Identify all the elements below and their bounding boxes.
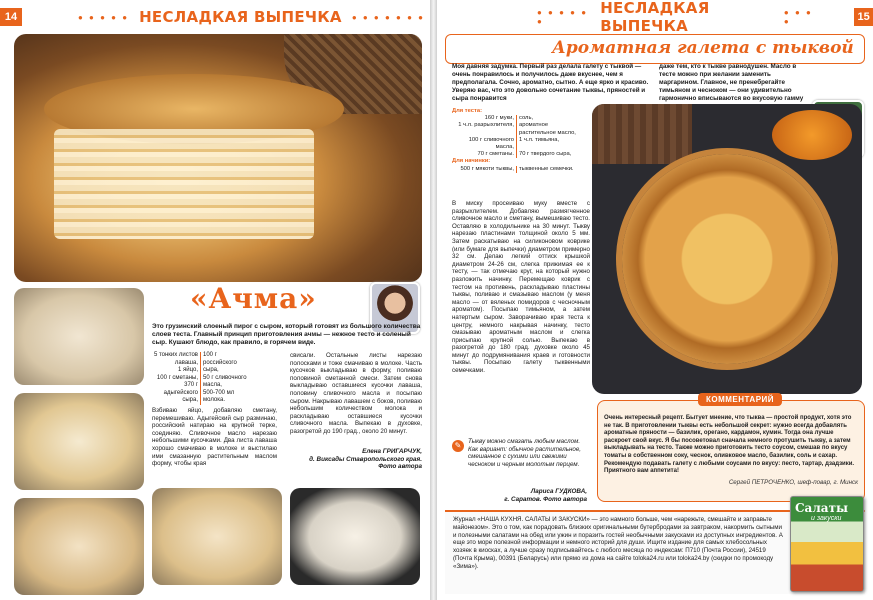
ingredient-row [452,115,587,122]
ingredient-item: 50 г сливочного масла, [203,374,247,388]
right-page [437,0,873,600]
author-name: Елена ГРИГАРЧУК, [362,448,422,455]
recipe-intro-continued: даже тем, кто к тыкве равнодушен. Масло в тесте можно при желании заменить маргарином. Главное, не пренебрегайте тимьяном и чесноком — они удивительно гармонично вписываются во вкусовую гамму [659,63,804,102]
promo-text: Журнал «НАША КУХНЯ. САЛАТЫ И ЗАКУСКИ» — это намного больше, чем «нарежьте, смешайте и заправьте майонезом». Это о том, как порадовать близких оригинальными бутербродами за завтраком, накормить сытными и полезными салатами на обед или ужин и поразить гостей необычными закусками из доступных ингредиентов. А еще это море полезной информации и немного историй для души. Ищите издание для самых хлебосольных хозяек в киосках, а лучше сразу подписывайтесь с любого месяца по индексам: П710 (Почта России), 24519 (Почта Крыма), 00391 (Беларусь) или прямо из дома на сайте toloka24.ru или toloka24.by (скидки по промокоду «Зима»). [453,516,783,570]
ingredient-item: ароматное растительное масло, [516,122,582,136]
section-title-right: НЕСЛАДКАЯ ВЫПЕЧКА [600,0,710,35]
magazine-promo [445,501,865,594]
achma-hero-photo [14,34,422,282]
dough-ingredients [452,115,587,158]
chef-comment-box [597,395,865,502]
recipe-title-achma: «Ачма» [190,282,317,315]
tip-icon: ✎ [452,440,464,452]
ingredient-row [452,151,587,158]
page-number-right: 15 [854,8,873,26]
ingredient-row [452,137,587,151]
ingredient-item: 500-700 мл молока. [203,389,235,403]
comment-text: Очень интересный рецепт. Бытует мнение, что тыква — простой продукт, хотя это не так. В приготовлении тыквы есть небольшой секрет: нужно всегда добавлять ароматные пряности — базилик, орегано, кардамон, кумин. Тогда она лучше раскроет свой вкус. Я бы посоветовал сначала немного протушить тыкву, а затем выкладывать на тесто. Также можно приготовить тесто соусом, смешав по вкусу томаты в собственном соку, чеснок, оливковое масло, базилик, соль и сахар. Рекомендую подавать галету с любыми соусами по вкусу: песто, тартар, дзадзики. Приятного вам аппетита! [604,415,855,475]
recipe-method: В миску просеиваю муку вместе с разрыхлителем. Добавляю размягченное сливочное масло и сметану, вымешиваю тесто. Оставляю в холодильнике на 30 минут. Тыкву нарезаю пластинами толщиной около 5 мм. Затем раскатываю на силиконовом коврике (или бумаге для выпечки) диаметром примерно 32 см. Делаю легкий оттиск крышкой диаметром 24-26 см, слегка прижимая ее к тесту, — так отмечаю круг, на который нужно разложить начинку. Перемещаю коврик с тестом на противень, раскладываю пластины тыквы, поливаю и смазываю маслом (у меня масло — от вяленых помидоров с чесночным ароматом). Посыпаю тимьяном, а затем натертым сыром. Заворачиваю края теста к центру, немного накрывая начинку, тесто смазываю ароматным маслом и слегка присыпаю крупной солью. Выпекаю в разогретой до 180 град. духовке около 45 минут до подрумянивания краев и готовности тыквы. Посыпаю галету тыквенными семечками. [452,200,590,375]
ingredient-item: 1 яйцо, [178,367,198,373]
author-place: д. Виксады Ставропольского края. [309,455,422,463]
ingredient-item: 1 ч.л. тимьяна, [516,137,582,151]
tip-note [452,438,587,468]
ingredients-list [152,352,252,405]
ingredient-item: 100 г российского сыра, [203,352,237,373]
step-photo [152,488,282,585]
comment-signature: Сергей ПЕТРОЧЕНКО, шеф-повар, г. Минск [728,478,858,486]
ingredient-item: 70 г сметаны. [477,151,514,158]
filling-heading: Для начинки: [452,158,491,165]
ingredient-item: 5 тонких листов лаваша, [153,352,198,366]
ingredient-item: тыквенные семечки. [516,166,582,173]
step-photos [14,288,144,600]
recipe-signature [290,448,422,471]
tip-signature [452,488,587,503]
comment-label: КОММЕНТАРИЙ [698,393,782,406]
tip-text: Тыкву можно смазать любым маслом. Как вариант: обычное растительное, смешанное с сухими или свежими чесноком и черным молотым перцем. [468,438,581,468]
photo-credit: Фото автора [378,463,422,471]
page-number-left: 14 [0,8,22,26]
ingredients-column [200,352,248,405]
pie-layers-image [54,129,314,239]
recipe-method-part1: Взбиваю яйцо, добавляю сметану, перемешиваю. Адыгейский сыр разминаю, российский натираю на крупной терке, соединяю. Сливочное масло нарезаю небольшими кусочками. Два листа лаваша хорошо смачиваю в молоке и выстилаю ими смазанную растительным маслом форму, чтобы края [152,407,277,468]
magazine-title: Салаты [795,501,849,515]
recipe-intro: Это грузинский слоеный пирог с сыром, который готовят из большого количества слоев теста. Главный принцип приготовления ачмы — нежное тесто и соленый сыр. Кушают блюдо, как правило, в горячем виде. [152,323,421,346]
header-dots-icon: ● ● ● ● ● [78,12,130,22]
header-dots-icon: ● ● ● ● ● ● ● [351,12,425,22]
ingredient-item: соль, [516,115,582,122]
recipe-title-galeta: Ароматная галета с тыквой [552,38,854,58]
ingredient-item: 70 г твердого сыра, [516,151,582,158]
step-photo [290,488,420,585]
step-photo [14,288,144,385]
pumpkin-image [772,110,852,160]
section-title-left: НЕСЛАДКАЯ ВЫПЕЧКА [139,8,342,26]
magazine-cover-image [790,496,864,592]
ingredient-row [452,122,587,136]
tip-place: г. Саратов. Фото автора [504,495,587,503]
ingredient-item: 1 ч.л. разрыхлителя, [458,122,514,129]
step-photo [14,393,144,490]
ingredients-list [452,108,587,173]
magazine-subtitle: и закуски [811,515,842,522]
filling-ingredients [452,166,587,173]
board-image [592,104,692,164]
ingredient-row [452,166,587,173]
dough-heading: Для теста: [452,108,483,114]
right-header [537,0,873,35]
recipe-intro: Моя давняя задумка. Первый раз делала галету с тыквой — очень понравилось и получилось даже вкуснее, чем я предполагала. Сочно, ароматно, сытно. А еще ярко и красиво. Уверяю вас, что это довольно сочетание тыквы, пряностей и сыра понравится [452,63,649,102]
left-header [0,6,425,28]
left-page [0,0,430,600]
ingredient-item: 100 г сливочного масла, [468,136,514,151]
header-dots-icon: ● ● ● ● [783,8,813,26]
galeta-hero-photo [592,104,862,394]
galeta-image [622,154,832,364]
tip-author: Лариса ГУДКОВА, [530,488,587,495]
ingredient-item: 160 г муки, [484,115,514,122]
header-dots-icon: ● ● ● ● ● ● [537,8,589,26]
step-photo [14,498,144,595]
recipe-method-part2: свисали. Остальные листы нарезаю полосками и тоже смачиваю в молоке. Часть кусочков выкладываю в форму, поливаю половиной сметанной смеси. Затем снова выкладываю оставшиеся кусочки лаваша, половину сливочного масла и посыпаю сыром. Накрываю лавашем с боков, поливаю небольшим количеством молока и раскладываю оставшиеся кусочки сливочного масла. Выпекаю в духовке, разогретой до 190 град., около 20 минут. [290,352,422,435]
ingredient-item: 100 г сметаны, [156,374,198,381]
ingredient-item: 500 г мякоти тыквы, [460,165,514,172]
ingredients-column [152,352,200,405]
ingredient-item: 370 г адыгейского сыра, [163,382,198,403]
page-spine [430,0,437,600]
